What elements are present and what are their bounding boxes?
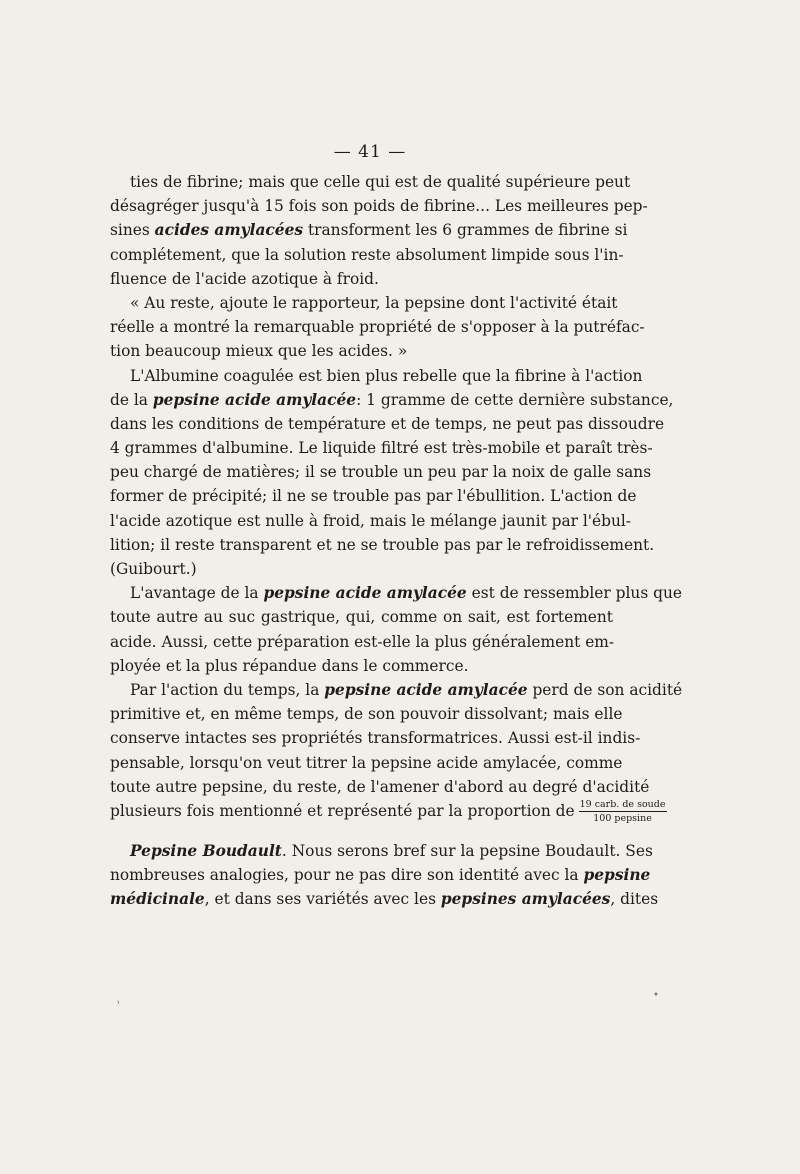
text-line (110, 388, 674, 412)
paragraph (110, 291, 645, 364)
ratio-fraction (579, 800, 667, 824)
paragraph (110, 678, 683, 825)
text-run: (Guibourt.) (110, 560, 197, 578)
text-run: nombreuses analogies, pour ne pas dire son identité avec la (110, 866, 584, 885)
paragraph (110, 581, 682, 678)
text-line (110, 654, 613, 678)
text-line (110, 702, 623, 726)
text-run: Par l'action du temps, la (130, 680, 325, 699)
text-run: , et dans ses variétés avec les (204, 890, 441, 909)
italic-term: acides amylacées (154, 221, 304, 240)
fraction-denominator: 100 pepsine (593, 813, 652, 825)
text-line (110, 460, 652, 484)
text-line (110, 291, 618, 315)
text-line (110, 267, 613, 291)
text-line (110, 887, 659, 911)
italic-term: médicinale (110, 890, 205, 909)
fraction-numerator: 19 carb. de soude (579, 800, 667, 813)
text-line (110, 751, 623, 775)
text-run: plusieurs fois mentionné et représenté par la proportion de (110, 801, 575, 820)
text-line (110, 194, 648, 218)
text-line (110, 509, 632, 533)
text-line (110, 863, 651, 887)
text-run: perd de son acidité (527, 680, 683, 699)
italic-term: pepsine acide amylacée (152, 390, 357, 409)
text-line (110, 678, 683, 702)
text-run: 4 grammes d'albumine. Le liquide filtré est très-mobile et paraît très- (110, 439, 653, 458)
text-run: . Nous serons bref sur la pepsine Boudault. Ses (281, 842, 653, 861)
text-line (110, 798, 666, 825)
text-run: , dites (610, 890, 659, 909)
text-line (110, 339, 613, 363)
text-run: acide. Aussi, cette préparation est-elle la plus généralement em- (110, 632, 615, 651)
text-run: transforment les 6 grammes de fibrine si (303, 221, 628, 240)
text-line (110, 605, 613, 629)
text-run: l'acide azotique est nulle à froid, mais le mélange jaunit par l'ébul- (110, 511, 632, 530)
italic-term: pepsine (583, 866, 651, 885)
text-run: est de ressembler plus que (466, 584, 682, 603)
page-number: — 41 — (333, 142, 407, 162)
text-run: : 1 gramme de cette dernière substance, (356, 390, 674, 409)
text-run: primitive et, en même temps, de son pouvoir dissolvant; mais elle (110, 705, 623, 724)
text-run: complétement, que la solution reste absolument limpide sous l'in- (110, 245, 624, 264)
text-line (110, 315, 645, 339)
body-text (110, 170, 683, 912)
text-run: « Au reste, ajoute le rapporteur, la pepsine dont l'activité était (130, 293, 618, 312)
text-line (110, 775, 650, 799)
text-run: former de précipité; il ne se trouble pas par l'ébullition. L'action de (110, 487, 637, 506)
italic-term: pepsine acide amylacée (324, 680, 528, 699)
text-line (110, 630, 613, 654)
italic-term: Pepsine Boudault (130, 842, 282, 861)
text-line (110, 436, 653, 460)
text-run: lition; il reste transparent et ne se trouble pas par le refroidissement. (110, 535, 655, 554)
ink-speck: ` (109, 999, 124, 1017)
text-line (110, 218, 628, 242)
text-run: fluence de l'acide azotique à froid. (110, 269, 379, 288)
ink-dot: • (653, 990, 659, 1001)
text-run: toute autre au suc gastrique, qui, comme on sait, est fortement (110, 608, 613, 627)
text-line (110, 364, 643, 388)
text-run: pensable, lorsqu'on veut titrer la pepsine acide amylacée, comme (110, 753, 623, 772)
paragraph-gap (110, 823, 613, 839)
text-run: L'Albumine coagulée est bien plus rebelle que la fibrine à l'action (130, 366, 643, 385)
text-run: L'avantage de la (130, 584, 264, 603)
text-line (110, 581, 682, 605)
text-run: peu chargé de matières; il se trouble un peu par la noix de galle sans (110, 463, 652, 482)
paragraph (110, 839, 659, 912)
text-run: de la (110, 390, 153, 409)
text-run: réelle a montré la remarquable propriété de s'opposer à la putréfac- (110, 318, 645, 337)
text-run: conserve intactes ses propriétés transformatrices. Aussi est-il indis- (110, 729, 641, 748)
text-run: toute autre pepsine, du reste, de l'amener d'abord au degré d'acidité (110, 777, 650, 796)
text-line (110, 412, 665, 436)
text-run: ties de fibrine; mais que celle qui est de qualité supérieure peut (130, 173, 631, 191)
italic-term: pepsines amylacées (440, 890, 611, 909)
text-line (110, 533, 655, 557)
text-run: ployée et la plus répandue dans le commerce. (110, 656, 469, 675)
text-line (110, 484, 637, 508)
text-line (110, 243, 624, 267)
text-line (110, 557, 613, 581)
text-line (110, 170, 631, 194)
paragraph (110, 170, 648, 291)
paragraph (110, 364, 674, 582)
text-run: dans les conditions de température et de temps, ne peut pas dissoudre (110, 414, 665, 433)
text-line (110, 726, 641, 750)
text-line (110, 839, 653, 863)
text-run: sines (110, 221, 155, 240)
italic-term: pepsine acide amylacée (263, 584, 467, 603)
text-run: tion beaucoup mieux que les acides. » (110, 342, 408, 361)
text-run: désagréger jusqu'à 15 fois son poids de fibrine... Les meilleures pep- (110, 197, 648, 216)
